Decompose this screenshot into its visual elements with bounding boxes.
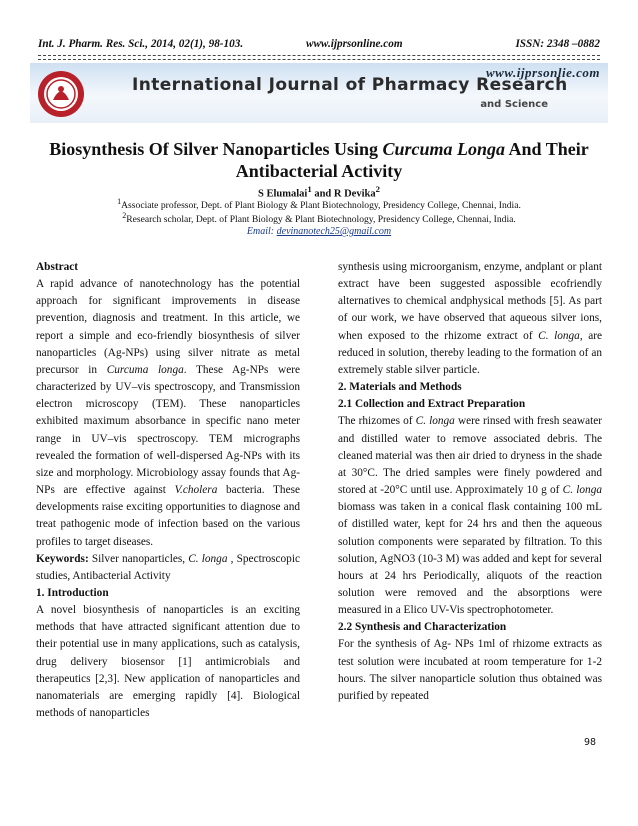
author-conjunction: and — [314, 188, 332, 200]
keywords-species: C. longa — [188, 552, 228, 565]
intro-cont-species: C. longa — [538, 329, 580, 342]
subsection-2-1-paragraph — [338, 413, 602, 619]
keywords-text-2: , Spectroscopic studies, Antibacterial Activity — [36, 552, 300, 582]
keywords-paragraph — [36, 551, 300, 585]
abstract-bacteria: V.cholera — [174, 484, 218, 497]
affiliation-2 — [0, 211, 638, 225]
title-species: Curcuma Longa — [382, 139, 505, 159]
sub1-text-2: were rinsed with fresh seawater and distilled water to remove associated debris. The cleaned material was then air dried to dryness in the shade at 30°C. The dried samples were finely powdered and stored at -20°C until use. Approximately 10 g of — [338, 415, 603, 497]
banner-journal-name: International Journal of Pharmacy Research — [132, 75, 568, 95]
article-title — [30, 138, 608, 182]
author-2-mark: 2 — [375, 184, 380, 194]
email-link[interactable]: devinanotech25@gmail.com — [276, 226, 392, 237]
introduction-paragraph: A novel biosynthesis of nanoparticles is an exciting methods that have attracted significant attention due to their potential use in many applications, such as catalysis, drug delivery biosensor [1] antimicrobials and therapeutics [2,3]. New application of nanoparticles and nanomaterials are emerging rapidly [4]. Biological methods of nanoparticles — [36, 604, 300, 720]
abstract-text-3: bacteria. These developments raise exciting opportunities to diagnose and treat pathogenic mode of infection based on the various profiles to target diseases. — [36, 484, 300, 548]
journal-reference: Int. J. Pharm. Res. Sci., 2014, 02(1), 98-103. — [38, 38, 244, 50]
header-rule-top — [38, 55, 600, 56]
sub1-species-1: C. longa — [415, 415, 455, 428]
journal-seal-icon — [36, 69, 86, 119]
affiliation-1 — [0, 197, 638, 211]
abstract-text-1: A rapid advance of nanotechnology has the potential approach for significant improvements in disease prevention, diagnosis and treatment. In this article, we report a simple and eco-friendly biosynthesis of silver nanoparticles (Ag-NPs) using silver nitrate as metal precursor in — [36, 278, 300, 376]
affiliation-1-text: Associate professor, Dept. of Plant Biology & Plant Biotechnology, Presidency College, Chennai, India. — [121, 200, 521, 212]
left-column — [36, 259, 300, 722]
contact-email — [0, 226, 638, 237]
affiliation-1-mark: 1 — [117, 197, 122, 206]
subsection-2-2-paragraph: For the synthesis of Ag- NPs 1ml of rhizome extracts as test solution were incubated at room temperature for 1-2 hours. The silver nanoparticle solution thus obtained was purified by repeated — [338, 638, 602, 702]
keywords-text-1: Silver nanoparticles, — [91, 552, 186, 565]
email-label: Email: — [246, 226, 275, 237]
title-text-end: And Their Antibacterial Activity — [235, 139, 589, 181]
affiliation-2-mark: 2 — [122, 211, 127, 220]
sub1-text-1: The rhizomes of — [338, 415, 413, 428]
author-1-mark: 1 — [307, 184, 312, 194]
sub1-text-3: biomass was taken in a conical flask containing 100 mL of distilled water, kept for 24 hrs and then the aqueous solution components were separated by filtration. To this solution, AgNO3 (10-3 M) was added and kept for several hours at 24 hrs Periodically, aliquots of the reaction solution were removed and the absorptions were measured in a Elico UV-Vis spectrophotometer. — [338, 501, 602, 617]
banner-website[interactable]: www.ijprsonlie.com — [486, 65, 600, 80]
author-1: S Elumalai — [258, 188, 308, 200]
issn: ISSN: 2348 –0882 — [515, 38, 600, 50]
abstract-text-2: . These Ag-NPs were characterized by UV–vis spectroscopy, and Transmission electron microscopy (TEM). These nanoparticles exhibited maximum absorbance in specific nano meter range in UV–vis spectroscopy. TEM micrographs revealed the formation of well-dispersed Ag-NPs with its size and morphology. Microbiology assay founds that Ag-NPs are effective against — [36, 363, 300, 497]
subsection-2-1-heading: 2.1 Collection and Extract Preparation — [338, 398, 526, 411]
introduction-heading: 1. Introduction — [36, 586, 109, 599]
abstract-paragraph — [36, 276, 300, 551]
sub1-species-2: C. longa — [562, 484, 602, 497]
intro-cont-text-2: , are reduced in solution, thereby leading to the formation of an extremely stable silver particle. — [338, 329, 602, 376]
header-rule-bottom — [38, 59, 600, 60]
introduction-continued — [338, 259, 602, 379]
keywords-label: Keywords: — [36, 552, 89, 565]
abstract-species: Curcuma longa — [106, 363, 184, 376]
abstract-heading: Abstract — [36, 261, 79, 273]
author-2: R Devika — [333, 188, 376, 200]
journal-website[interactable]: www.ijprsonline.com — [306, 38, 403, 50]
journal-banner — [30, 63, 608, 123]
title-text: Biosynthesis Of Silver Nanoparticles Using — [49, 139, 378, 159]
page-number: 98 — [584, 737, 597, 748]
affiliation-2-text: Research scholar, Dept. of Plant Biology & Plant Biotechnology, Presidency College, Chennai, India. — [126, 214, 516, 226]
intro-cont-text-1: synthesis using microorganism, enzyme, andplant or plant extract have been suggested aspossible ecofriendly alternatives to chemical andphysical methods [5]. As part of our work, we have observed that aqueous silver ions, when exposed to the rhizome extract of — [338, 261, 602, 342]
methods-heading: 2. Materials and Methods — [338, 381, 462, 394]
subsection-2-2-heading: 2.2 Synthesis and Characterization — [338, 621, 507, 634]
banner-journal-subtitle: and Science — [480, 99, 548, 110]
right-column — [338, 259, 602, 705]
